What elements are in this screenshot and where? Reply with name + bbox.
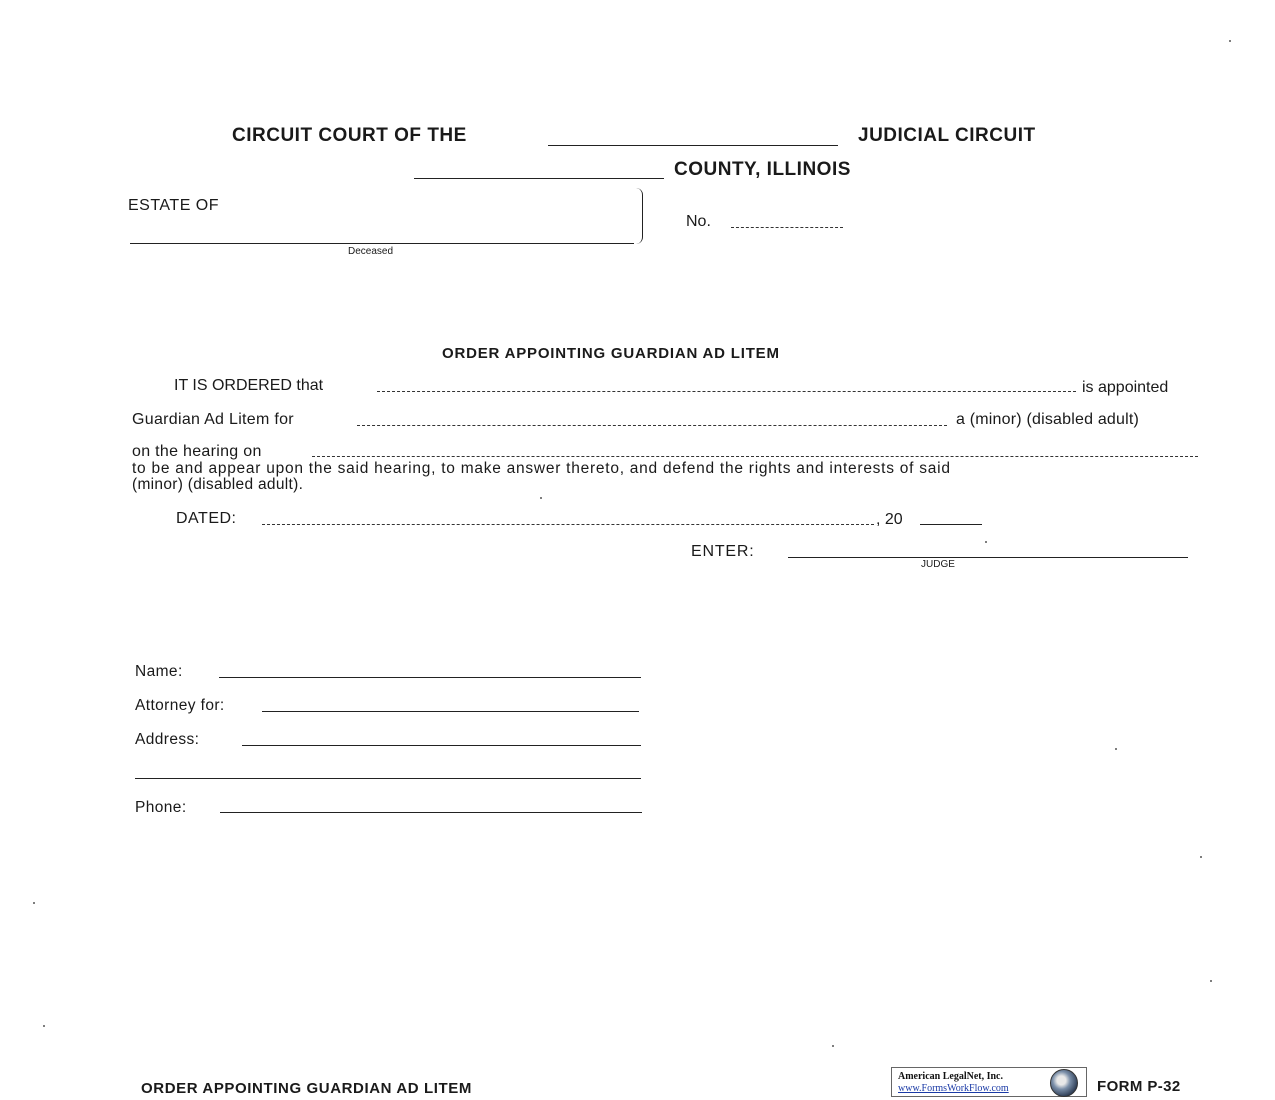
guardian-name-field[interactable] (377, 391, 1076, 392)
appear-text: to be and appear upon the said hearing, to make answer thereto, and defend the rights and interests of said (132, 460, 951, 477)
scan-speck (540, 497, 542, 499)
dated-label: DATED: (176, 510, 237, 527)
enter-label: ENTER: (691, 543, 755, 560)
year-prefix-text: , 20 (876, 511, 903, 528)
attorney-for-label: Attorney for: (135, 697, 225, 714)
decedent-name-field[interactable] (130, 243, 634, 244)
hearing-matter-field[interactable] (312, 456, 1198, 457)
county-label: COUNTY, ILLINOIS (674, 159, 851, 180)
estate-of-label: ESTATE OF (128, 197, 220, 214)
scan-speck (1200, 856, 1202, 858)
caption-brace (636, 188, 643, 244)
hearing-on-text: on the hearing on (132, 443, 262, 460)
scan-speck (33, 902, 35, 904)
attorney-for-field[interactable] (262, 711, 639, 712)
scan-speck (985, 541, 987, 543)
case-number-label: No. (686, 213, 711, 230)
scan-speck (832, 1045, 834, 1047)
date-field[interactable] (262, 524, 874, 525)
phone-field[interactable] (220, 812, 642, 813)
footer-form-title: ORDER APPOINTING GUARDIAN AD LITEM (141, 1080, 472, 1097)
scan-speck (1115, 748, 1117, 750)
scan-speck (1229, 40, 1231, 42)
name-label: Name: (135, 663, 183, 680)
phone-label: Phone: (135, 799, 187, 816)
logo-url-link[interactable]: www.FormsWorkFlow.com (898, 1083, 1009, 1094)
county-name-field[interactable] (414, 178, 664, 179)
judge-label: JUDGE (921, 559, 955, 570)
guardian-for-text: Guardian Ad Litem for (132, 411, 294, 428)
year-field[interactable] (920, 524, 982, 525)
minor-disabled-end-text: (minor) (disabled adult). (132, 476, 304, 493)
attorney-name-field[interactable] (219, 677, 641, 678)
judge-signature-field[interactable] (788, 557, 1188, 558)
globe-icon (1050, 1069, 1078, 1097)
address-label: Address: (135, 731, 200, 748)
circuit-court-label: CIRCUIT COURT OF THE (232, 125, 467, 146)
scan-speck (1210, 980, 1212, 982)
form-number: FORM P-32 (1097, 1078, 1181, 1095)
minor-disabled-text: a (minor) (disabled adult) (956, 411, 1140, 428)
ward-name-field[interactable] (357, 425, 947, 426)
order-title: ORDER APPOINTING GUARDIAN AD LITEM (442, 345, 780, 362)
case-number-field[interactable] (731, 227, 843, 228)
is-appointed-text: is appointed (1082, 379, 1169, 396)
it-is-ordered-text: IT IS ORDERED that (174, 377, 324, 394)
address-line-2-field[interactable] (135, 778, 641, 779)
scan-speck (43, 1025, 45, 1027)
address-line-1-field[interactable] (242, 745, 641, 746)
legalnet-logo[interactable] (891, 1067, 1087, 1097)
judicial-circuit-label: JUDICIAL CIRCUIT (858, 125, 1036, 146)
circuit-number-field[interactable] (548, 145, 838, 146)
logo-company-name: American LegalNet, Inc. (898, 1071, 1003, 1082)
deceased-label: Deceased (348, 246, 394, 257)
